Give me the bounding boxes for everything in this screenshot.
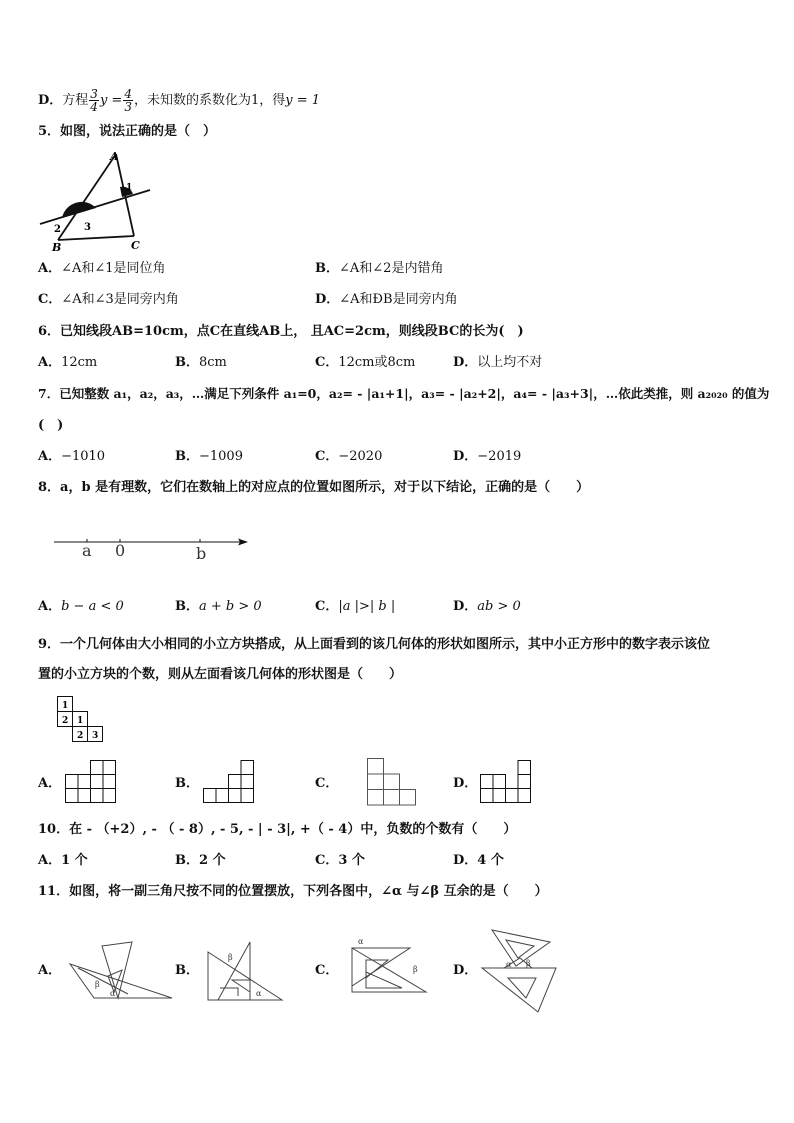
q9-cell-number: 1	[62, 701, 69, 711]
q4-option-d-post: ，未知数的系数化为1，得	[133, 93, 286, 108]
q11-option-d-label: D．	[453, 963, 478, 978]
q10-option-c: C．3 个	[315, 853, 365, 868]
q10-option-a: A．1 个	[38, 853, 88, 868]
q11-option-a-figure	[68, 940, 174, 1008]
q11-option-c-label: C．	[315, 963, 339, 978]
q5-transversal	[40, 190, 150, 224]
q4-mid: y =	[99, 93, 123, 108]
q8-label-a: a	[82, 541, 92, 560]
q5-label-3: 3	[84, 222, 91, 233]
q9-option-d-label: D．	[453, 776, 478, 791]
q9-option-a-label: A．	[38, 776, 62, 791]
q8-option-c: C．|a |>| b |	[315, 599, 396, 614]
q5-angle-23-mark	[62, 202, 96, 218]
q11-a-beta: β	[95, 980, 100, 989]
q7-stem-2: ( )	[38, 418, 64, 433]
q7-option-b: B．−1009	[175, 449, 243, 464]
q11-stem: 11．如图，将一副三角尺按不同的位置摆放，下列各图中，∠α 与∠β 互余的是（ ）	[38, 884, 548, 899]
q11-d-alpha: α	[506, 960, 512, 969]
q6-option-b: B．8cm	[175, 355, 227, 370]
q7-option-c: C．−2020	[315, 449, 383, 464]
q9-option-b-label: B．	[175, 776, 199, 791]
q9-option-b-figure	[203, 760, 255, 804]
q9-option-d-figure	[480, 760, 532, 804]
q5-label-1: 1	[126, 183, 133, 193]
q8-option-b: B．a + b > 0	[175, 599, 262, 614]
q4-option-d	[38, 88, 320, 113]
q5-label-b: B	[52, 241, 62, 254]
q5-option-b: B．∠A和∠2是内错角	[315, 261, 444, 276]
q11-option-a-label: A．	[38, 963, 62, 978]
q4-fraction-2: $\frac{4}{3}$	[124, 87, 132, 114]
q11-c-beta: β	[413, 965, 418, 974]
q5-label-2: 2	[54, 224, 61, 235]
q11-option-d-figure	[480, 926, 560, 1016]
q9-cell-number: 3	[92, 731, 99, 741]
q11-option-b-figure	[206, 940, 286, 1002]
q8-option-d: D．ab > 0	[453, 599, 521, 614]
q5-option-a: A．∠A和∠1是同位角	[38, 261, 166, 276]
q11-b-beta: β	[228, 953, 233, 962]
q11-option-b-label: B．	[175, 963, 199, 978]
q9-stem-2: 置的小立方块的个数，则从左面看该几何体的形状图是（ ）	[38, 667, 403, 682]
q5-label-c: C	[131, 239, 140, 252]
q8-label-zero: 0	[115, 541, 126, 560]
q9-cell-number: 1	[77, 716, 84, 726]
q5-figure	[38, 148, 158, 252]
q5-side-bc	[58, 236, 134, 240]
q5-option-c: C．∠A和∠3是同旁内角	[38, 292, 179, 307]
q8-option-a: A．b − a < 0	[38, 599, 124, 614]
q6-stem: 6．已知线段AB=10cm，点C在直线AB上， 且AC=2cm，则线段BC的长为( )	[38, 324, 524, 339]
q9-top-view-grid	[57, 696, 109, 742]
q7-option-a: A．−1010	[38, 449, 106, 464]
q8-number-line	[52, 530, 252, 564]
q10-option-d: D．4 个	[453, 853, 504, 868]
q7-option-d: D．−2019	[453, 449, 522, 464]
q11-b-alpha: α	[256, 989, 262, 998]
q10-option-b: B．2 个	[175, 853, 226, 868]
q9-option-c-label: C．	[315, 776, 339, 791]
q9-stem: 9．一个几何体由大小相同的小立方块搭成，从上面看到的该几何体的形状如图所示，其中小正方形中的数字表示该位	[38, 637, 711, 652]
q11-c-alpha: α	[358, 937, 364, 946]
q10-stem: 10．在 - （+2）, - （ - 8）, - 5, - | - 3|, +（ - 4）中，负数的个数有（ ）	[38, 822, 517, 837]
q4-option-d-answer: y = 1	[285, 93, 321, 108]
q5-option-d: D．∠A和ÐB是同旁内角	[315, 292, 458, 307]
q11-d-beta: β	[526, 959, 531, 968]
q8-stem: 8．a，b 是有理数，它们在数轴上的对应点的位置如图所示，对于以下结论，正确的是（ ）	[38, 480, 590, 495]
q5-label-a: A	[110, 150, 119, 163]
q11-a-alpha: α	[110, 989, 116, 998]
q9-option-c-figure	[367, 758, 419, 806]
q11-option-c-figure	[348, 938, 432, 994]
q7-stem: 7．已知整数 a₁，a₂，a₃，…满足下列条件 a₁=0，a₂= - |a₁+1|，a₃= - |a₂+2|，a₄= - |a₃+3|，…依此类推，则 a₂₀₂₀ 的值为	[38, 386, 770, 401]
q8-label-b: b	[196, 544, 207, 563]
q6-option-a: A．12cm	[38, 355, 98, 370]
q9-option-a-figure	[65, 760, 117, 804]
q4-fraction-1: $\frac{3}{4}$	[90, 87, 98, 114]
q4-option-d-label: D．	[38, 93, 63, 108]
q6-option-d: D．以上均不对	[453, 355, 543, 370]
q9-cell-number: 2	[77, 731, 84, 741]
q6-option-c: C．12cm或8cm	[315, 355, 416, 370]
q4-option-d-pre: 方程	[62, 93, 89, 108]
q9-cell-number: 2	[62, 716, 69, 726]
q5-stem: 5．如图，说法正确的是（ ）	[38, 124, 217, 139]
